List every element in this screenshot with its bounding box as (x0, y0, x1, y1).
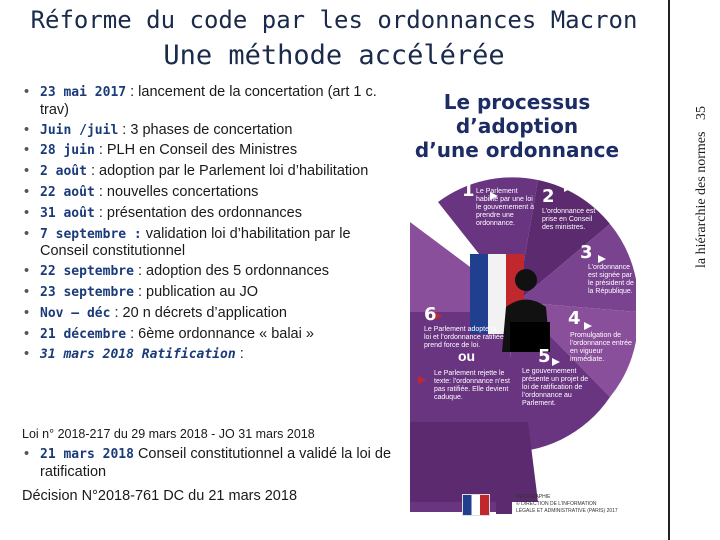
list-item (22, 346, 394, 364)
wheel-segment-bottom (410, 422, 538, 502)
timeline-list (22, 84, 394, 367)
item-text: : nouvelles concertations (94, 183, 259, 200)
step-number-1: 1 (462, 180, 475, 201)
step-text-5: Le gouvernement présente un projet de loi de ratification de l’ordonnance au Parlement. (522, 368, 589, 407)
slide-number: 35 (694, 106, 709, 121)
step-text-4: Promulgation de l’ordonnance entrée en vigueur immédiate. (570, 332, 632, 363)
step-text-1: Le Parlement habilite par une loi le gouvernement à prendre une ordonnance. (476, 188, 534, 227)
item-date: 31 août (40, 205, 95, 221)
list-item (22, 142, 394, 160)
republique-logo (462, 494, 490, 516)
list-item (22, 305, 394, 323)
header-subtitle: Une méthode accélérée (163, 40, 505, 71)
item-date: 2 août (40, 164, 87, 180)
item-text: : 3 phases de concertation (118, 121, 293, 138)
item-date: 21 décembre (40, 326, 127, 342)
list-item (22, 226, 394, 261)
list-item (22, 446, 394, 481)
rejection-text: Le Parlement rejette le texte: l’ordonnance n’est pas ratifiée. Elle devient caduque. (434, 370, 510, 401)
speaker-head (515, 269, 537, 291)
alternative-label: ou (458, 348, 476, 364)
item-text: validation loi d’habilitation par le Conseil constitutionnel (40, 225, 351, 260)
item-date: 23 septembre (40, 284, 134, 300)
loi-reference: Loi n° 2018-217 du 29 mars 2018 - JO 31 mars 2018 (22, 427, 315, 441)
item-date: 22 septembre (40, 264, 134, 280)
step-text-2: L’ordonnance est prise en Conseil des ministres. (542, 208, 596, 231)
ratification-list (22, 446, 394, 481)
infographic-title (398, 90, 636, 162)
ordonnance-infographic (398, 84, 636, 524)
infographic-title-line2: d’une ordonnance (414, 138, 620, 162)
item-text: : PLH en Conseil des Ministres (94, 142, 298, 159)
decision-reference: Décision N°2018-761 DC du 21 mars 2018 (22, 488, 298, 504)
list-item (22, 263, 394, 281)
item-date: 31 mars 2018 Ratification (40, 347, 236, 363)
header-title: Réforme du code par les ordonnances Macron (30, 6, 638, 34)
item-text: : adoption par le Parlement loi d’habilitation (86, 163, 369, 180)
side-label (694, 8, 718, 268)
footer-line-2: © DIRECTION DE L’INFORMATION (516, 501, 597, 507)
list-item (22, 326, 394, 344)
item-date: 23 mai 2017 (40, 85, 127, 100)
step-text-3: L’ordonnance est signée par le président de la République. (588, 264, 634, 295)
list-item (22, 163, 394, 181)
flag-white (488, 254, 506, 334)
item-text: : adoption des 5 ordonnances (133, 263, 330, 280)
list-item (22, 84, 394, 119)
item-date: Nov – déc (40, 305, 111, 321)
item-date: 22 août (40, 184, 95, 200)
list-item (22, 284, 394, 302)
footer-line-1: INFOGRAPHIE (516, 494, 551, 500)
item-text: : présentation des ordonnances (94, 204, 302, 221)
item-date: 28 juin (40, 143, 95, 159)
step-number-4: 4 (568, 308, 581, 329)
item-date: 7 septembre : (40, 226, 142, 242)
side-divider (668, 0, 670, 540)
footer-line-3: LÉGALE ET ADMINISTRATIVE (PARIS) 2017 (516, 508, 618, 514)
item-text: : publication au JO (133, 283, 259, 300)
infographic-title-line1: Le processus d’adoption (443, 90, 591, 138)
step-text-6: Le Parlement adopte la loi et l’ordonnance ratifiée prend force de loi. (424, 326, 504, 349)
item-date: Juin /juil (40, 122, 119, 138)
list-item (22, 184, 394, 202)
list-item (22, 205, 394, 223)
flag-blue (470, 254, 488, 334)
item-text: : 6ème ordonnance « balai » (126, 325, 314, 342)
item-text: Conseil constitutionnel a validé la loi de ratification (40, 446, 392, 480)
step-number-5: 5 (538, 346, 551, 367)
dila-logo (496, 494, 512, 514)
list-item (22, 122, 394, 140)
item-text: : 20 n décrets d’application (110, 304, 287, 321)
step-number-3: 3 (580, 242, 593, 263)
item-text: : (235, 346, 244, 363)
step-number-6: 6 (424, 304, 437, 325)
side-label-text: la hiérarchie des normes (694, 131, 709, 268)
step-number-2: 2 (542, 186, 555, 207)
item-date: 21 mars 2018 (40, 447, 134, 462)
item-text: : lancement de la concertation (art 1 c. trav) (40, 84, 377, 118)
